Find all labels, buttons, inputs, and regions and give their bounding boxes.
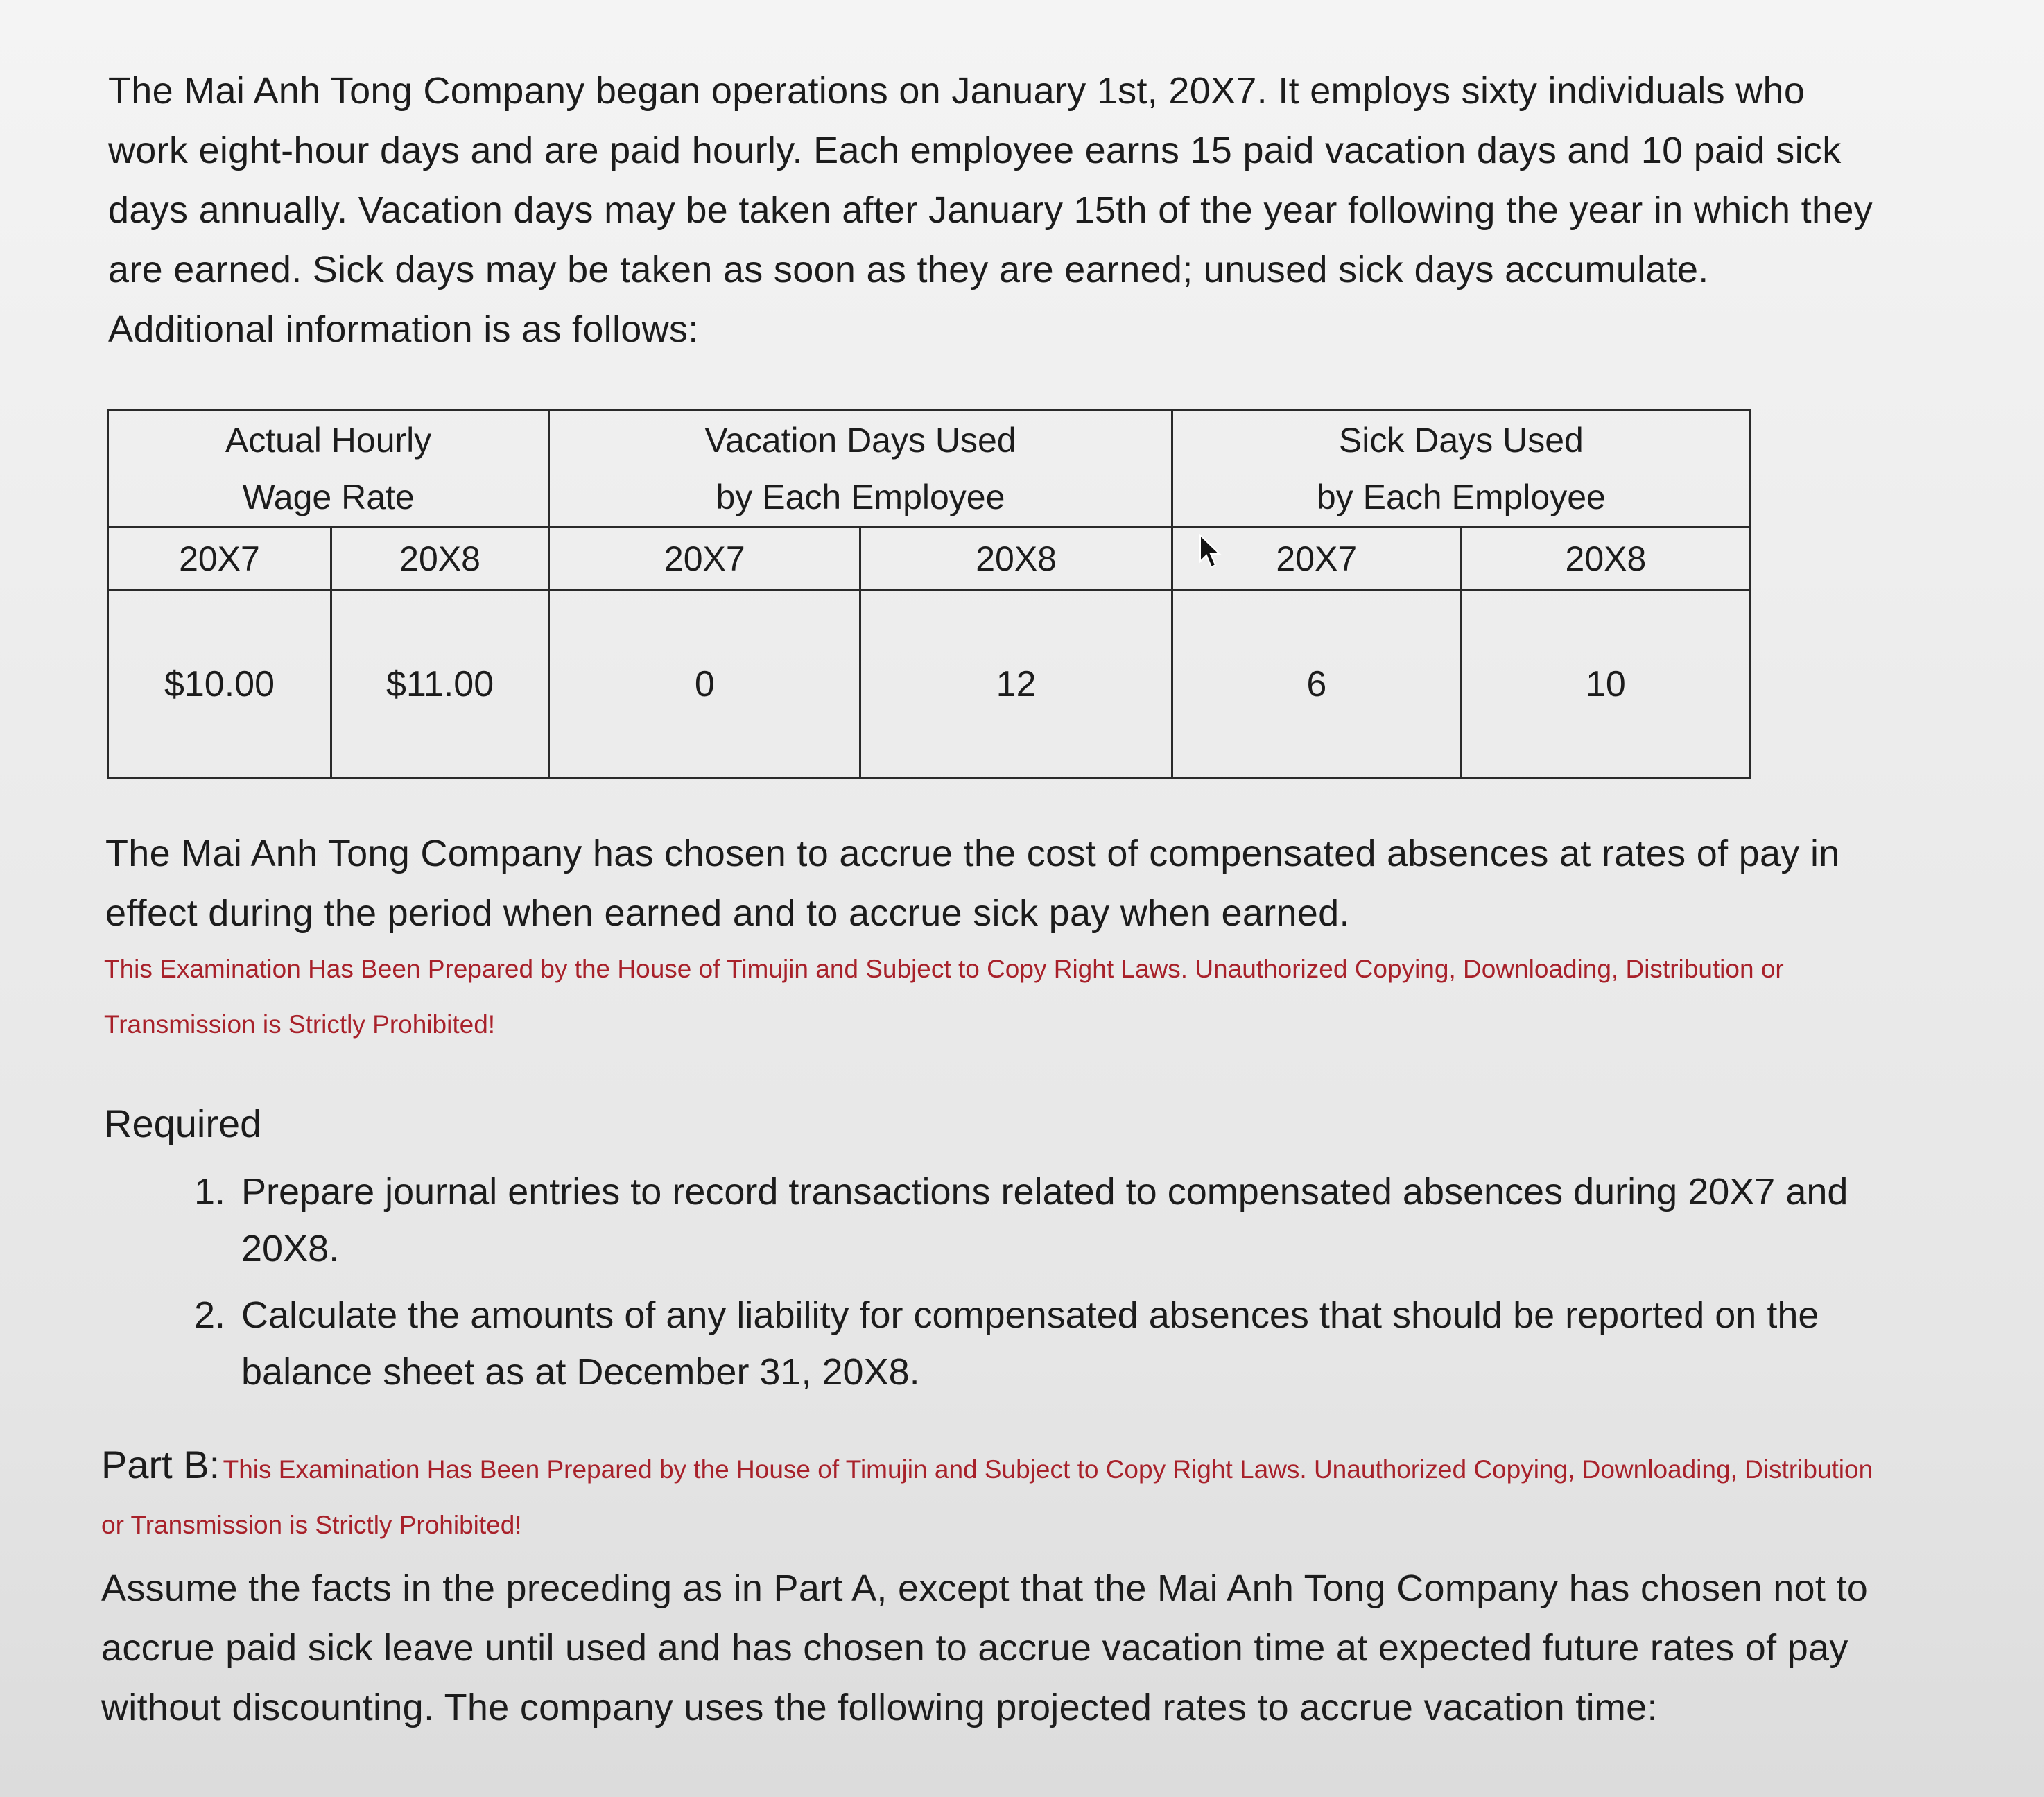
header-wage-rate-line2: Wage Rate — [242, 478, 415, 516]
partb-header — [101, 1442, 1876, 1553]
value-cell: 6 — [1172, 591, 1461, 779]
copyright-notice: This Examination Has Been Prepared by the House of Timujin and Subject to Copy Right Laws. Unauthorized Copying, Downloading, Distribution or Transmission is Strictly Prohibited! — [104, 955, 1784, 1039]
list-item-number: 2. — [194, 1294, 226, 1336]
year-cell: 20X8 — [860, 528, 1172, 591]
required-list — [194, 1163, 1872, 1410]
required-heading: Required — [104, 1102, 262, 1145]
data-table — [107, 409, 1751, 779]
header-sick-days-line2: by Each Employee — [1316, 478, 1606, 516]
value-cell: $10.00 — [108, 591, 331, 779]
year-cell: 20X8 — [331, 528, 548, 591]
list-item-number: 1. — [194, 1171, 226, 1213]
partb-copyright-notice: This Examination Has Been Prepared by the House of Timujin and Subject to Copy Right Laws. Unauthorized Copying, Downloading, Distribution or Transmission is Strictly Prohibited! — [101, 1455, 1873, 1539]
table-header-row — [108, 410, 1751, 528]
header-wage-rate-line1: Actual Hourly — [225, 421, 432, 460]
mouse-pointer-icon — [1198, 534, 1222, 570]
header-vacation-days-line2: by Each Employee — [716, 478, 1005, 516]
header-sick-days-line1: Sick Days Used — [1338, 421, 1584, 460]
partb-label: Part B: — [101, 1443, 220, 1486]
header-sick-days — [1172, 410, 1750, 528]
value-cell: 0 — [549, 591, 860, 779]
wage-and-days-table — [107, 409, 1751, 776]
value-cell: 12 — [860, 591, 1172, 779]
value-cell: 10 — [1461, 591, 1750, 779]
list-item — [194, 1163, 1872, 1277]
header-wage-rate — [108, 410, 549, 528]
header-vacation-days-line1: Vacation Days Used — [704, 421, 1016, 460]
intro-paragraph: The Mai Anh Tong Company began operations on January 1st, 20X7. It employs sixty individuals who work eight-hour days and are paid hourly. Each employee earns 15 paid vacation days and 10 paid sick days annually. Vacation days may be taken after January 15th of the year following the year in which they are earned. Sick days may be taken as soon as they are earned; unused sick days accumulate. Additional information is as follows: — [108, 70, 1873, 350]
year-cell: 20X7 — [1172, 528, 1461, 591]
policy-paragraph: The Mai Anh Tong Company has chosen to accrue the cost of compensated absences at rates of pay in effect during the period when earned and to accrue sick pay when earned. — [105, 833, 1840, 934]
year-cell: 20X7 — [549, 528, 860, 591]
list-item-text: Calculate the amounts of any liability for compensated absences that should be reported on the balance sheet as at December 31, 20X8. — [241, 1294, 1819, 1393]
list-item — [194, 1287, 1872, 1400]
partb-paragraph: Assume the facts in the preceding as in Part A, except that the Mai Anh Tong Company has chosen not to accrue paid sick leave until used and has chosen to accrue vacation time at expected future rates of pay without discounting. The company uses the following projected rates to accrue vacation time: — [101, 1568, 1869, 1728]
table-row — [108, 591, 1751, 779]
value-cell: $11.00 — [331, 591, 548, 779]
year-cell: 20X7 — [108, 528, 331, 591]
list-item-text: Prepare journal entries to record transactions related to compensated absences during 20X7 and 20X8. — [241, 1171, 1848, 1269]
year-cell: 20X8 — [1461, 528, 1750, 591]
table-year-row — [108, 528, 1751, 591]
header-vacation-days — [549, 410, 1172, 528]
